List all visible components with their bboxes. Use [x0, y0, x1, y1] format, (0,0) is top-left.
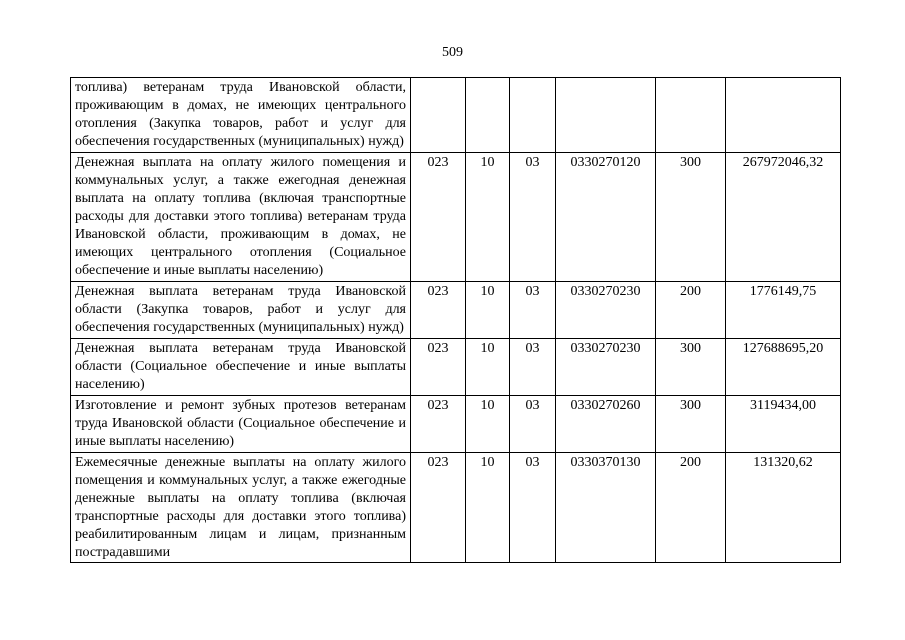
row-description: Денежная выплата ветеранам труда Ивановской области (Социальное обеспечение и иные выплаты населению) — [71, 339, 411, 396]
section-code: 10 — [466, 339, 510, 396]
target-article-code: 0330270230 — [556, 282, 656, 339]
section-code: 10 — [466, 153, 510, 282]
subsection-code: 03 — [510, 396, 556, 453]
table-row — [71, 396, 841, 453]
subsection-code: 03 — [510, 282, 556, 339]
row-description: Изготовление и ремонт зубных протезов ветеранам труда Ивановской области (Социальное обеспечение и иные выплаты населению) — [71, 396, 411, 453]
ministry-code: 023 — [411, 282, 466, 339]
expense-type-code: 200 — [656, 282, 726, 339]
ministry-code: 023 — [411, 153, 466, 282]
ministry-code: 023 — [411, 396, 466, 453]
section-code: 10 — [466, 282, 510, 339]
target-article-code: 0330270120 — [556, 153, 656, 282]
amount: 131320,62 — [726, 453, 841, 563]
ministry-code: 023 — [411, 339, 466, 396]
subsection-code: 03 — [510, 453, 556, 563]
table-row — [71, 339, 841, 396]
budget-table — [70, 77, 841, 563]
expense-type-code: 300 — [656, 339, 726, 396]
target-article-code: 0330370130 — [556, 453, 656, 563]
amount: 267972046,32 — [726, 153, 841, 282]
table-row — [71, 282, 841, 339]
table-row — [71, 78, 841, 153]
expense-type-code: 300 — [656, 153, 726, 282]
section-code — [466, 78, 510, 153]
target-article-code: 0330270260 — [556, 396, 656, 453]
amount: 127688695,20 — [726, 339, 841, 396]
subsection-code: 03 — [510, 153, 556, 282]
section-code: 10 — [466, 453, 510, 563]
amount: 3119434,00 — [726, 396, 841, 453]
row-description: Ежемесячные денежные выплаты на оплату жилого помещения и коммунальных услуг, а также ежегодные денежные выплаты на оплату топлива (включая транспортные расходы для доставки этого топлива) реабилитированным лицам и лицам, признанным пострадавшими — [71, 453, 411, 563]
ministry-code — [411, 78, 466, 153]
row-description: Денежная выплата на оплату жилого помещения и коммунальных услуг, а также ежегодная денежная выплата на оплату топлива (включая транспортные расходы для доставки этого топлива) ветеранам труда Ивановской области, проживающим в домах, не имеющих центрального отопления (Социальное обеспечение и иные выплаты населению) — [71, 153, 411, 282]
subsection-code: 03 — [510, 339, 556, 396]
amount — [726, 78, 841, 153]
expense-type-code — [656, 78, 726, 153]
table-row — [71, 153, 841, 282]
section-code: 10 — [466, 396, 510, 453]
amount: 1776149,75 — [726, 282, 841, 339]
ministry-code: 023 — [411, 453, 466, 563]
expense-type-code: 300 — [656, 396, 726, 453]
target-article-code — [556, 78, 656, 153]
row-description: топлива) ветеранам труда Ивановской области, проживающим в домах, не имеющих центрального отопления (Закупка товаров, работ и услуг для обеспечения государственных (муниципальных) нужд) — [71, 78, 411, 153]
table-row — [71, 453, 841, 563]
subsection-code — [510, 78, 556, 153]
row-description: Денежная выплата ветеранам труда Ивановской области (Закупка товаров, работ и услуг для обеспечения государственных (муниципальных) нужд) — [71, 282, 411, 339]
expense-type-code: 200 — [656, 453, 726, 563]
page-number: 509 — [442, 45, 463, 60]
target-article-code: 0330270230 — [556, 339, 656, 396]
